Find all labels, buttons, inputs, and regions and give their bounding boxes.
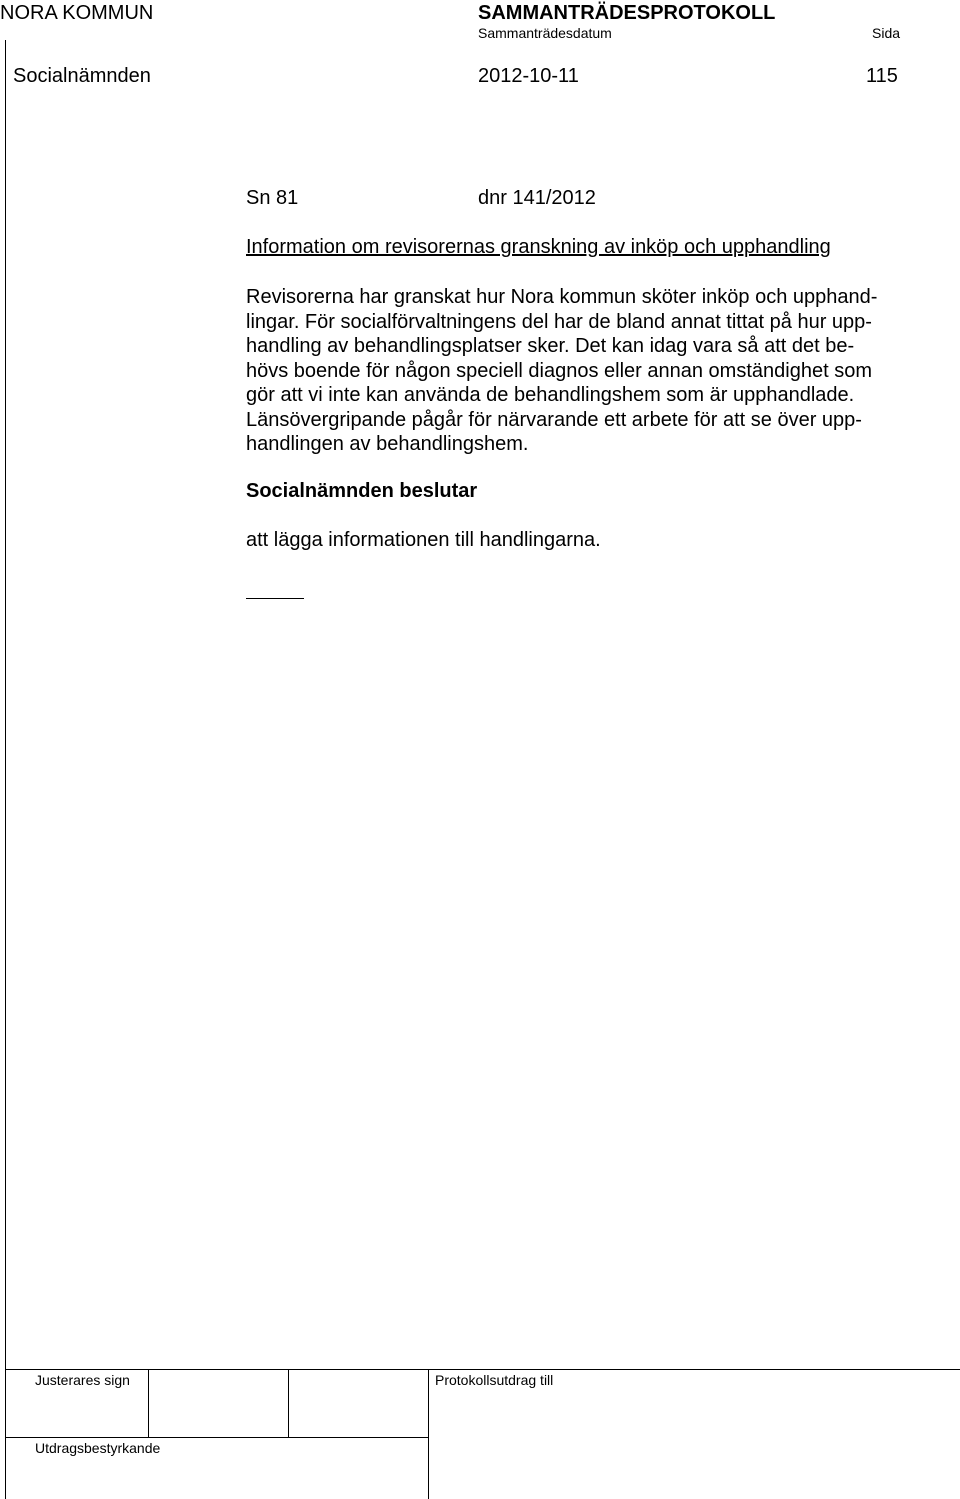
body-line: handling av behandlingsplatser sker. Det kan idag vara så att det be- — [246, 335, 855, 357]
section-number: Sn 81 — [246, 187, 299, 209]
body-line: Länsövergripande pågår för närvarande ett arbete för att se över upp- — [246, 408, 862, 431]
left-margin-rule — [5, 40, 6, 1499]
footer-divider — [148, 1369, 149, 1437]
body-line: gör att vi inte kan använda de behandlingshem som är upphandlade. — [246, 384, 855, 406]
utdragsbestyrkande-label: Utdragsbestyrkande — [35, 1440, 161, 1456]
decision-heading: Socialnämnden beslutar — [246, 480, 478, 502]
board-name: Socialnämnden — [13, 65, 151, 87]
protokollsutdrag-label: Protokollsutdrag till — [435, 1372, 554, 1388]
section-body — [246, 285, 926, 457]
section-end-rule — [246, 598, 304, 599]
body-line: lingar. För socialförvaltningens del har de bland annat tittat på hur upp- — [246, 310, 872, 333]
body-line: hövs boende för någon speciell diagnos eller annan omständighet som — [246, 359, 872, 382]
page-label: Sida — [872, 25, 901, 41]
document-title: SAMMANTRÄDESPROTOKOLL — [478, 2, 776, 24]
justerare-sign-label: Justerares sign — [35, 1372, 130, 1388]
page-number: 115 — [866, 65, 898, 87]
footer-divider — [428, 1369, 429, 1499]
footer-middle-rule — [5, 1437, 428, 1438]
body-line: Revisorerna har granskat hur Nora kommun sköter inköp och upphand- — [246, 286, 878, 308]
section-heading: Information om revisorernas granskning av inköp och upphandling — [246, 236, 831, 258]
org-name: NORA KOMMUN — [0, 2, 154, 24]
decision-text: att lägga informationen till handlingarna. — [246, 529, 601, 551]
body-line: handlingen av behandlingshem. — [246, 433, 529, 455]
meeting-date: 2012-10-11 — [478, 65, 579, 87]
case-number: dnr 141/2012 — [478, 187, 596, 209]
signature-footer — [5, 1369, 960, 1499]
footer-divider — [288, 1369, 289, 1437]
meeting-date-label: Sammanträdesdatum — [478, 25, 612, 41]
